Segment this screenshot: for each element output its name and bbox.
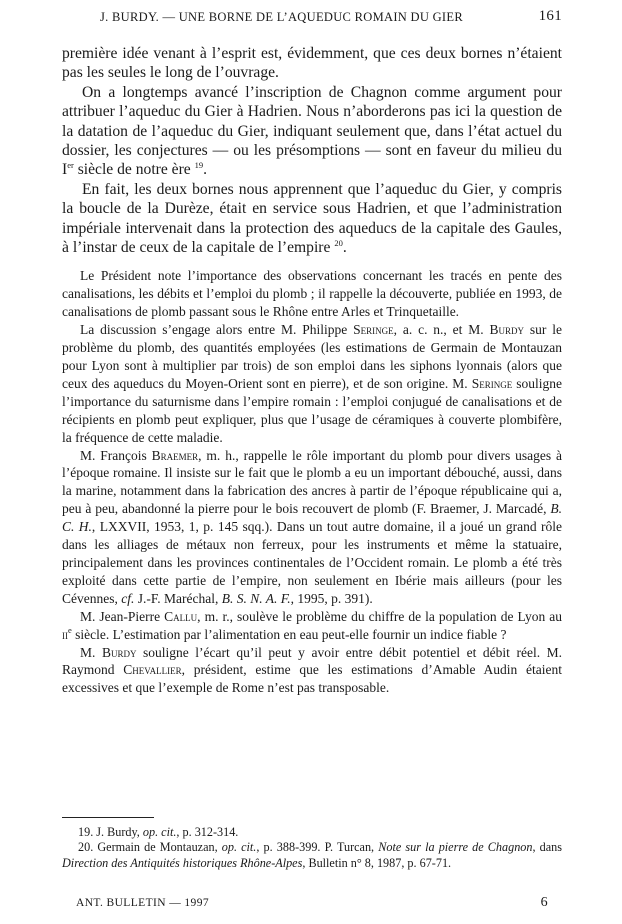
discussion-3-text-b: , m. h., rappelle le rôle important du plomb pour divers usages à l’époque romaine. Il insiste sur le fait que le plomb a eu un important débouché, aussi, dans la marine, notamment dans la fabrication des ancres à partir de l’époque républicaine qui a, peu à peu, abandonné la pierre pour le bois recouvert de plomb (F. Braemer, J. Marcadé,	[62, 447, 562, 517]
discussion-paragraph-5	[62, 644, 562, 698]
footnote-20-title: Note sur la pierre de Chagnon	[378, 840, 533, 855]
discussion-5-text-a: M.	[80, 644, 102, 660]
name-chevallier: Chevallier	[123, 662, 182, 678]
section-gap	[62, 257, 562, 267]
discussion-5-text-b: souligne l’écart qu’il peut y avoir entre débit potentiel et débit réel. M. Raymond	[62, 644, 562, 678]
citation-bsnaf: B. S. N. A. F.	[221, 590, 291, 606]
footer-signature: 6	[540, 895, 548, 910]
paragraph-2-final: .	[203, 161, 208, 179]
paragraph-3-text: En fait, les deux bornes nous apprennent que l’aqueduc du Gier, y compris la boucle de la Durèze, était en service sous Hadrien, et que l’administration impériale intervenait dans la protection des aqueducs de la capitale des Gaules, à l’instar de ceux de la capitale de l’empire	[62, 180, 562, 257]
name-seringe-2: Seringe	[471, 375, 513, 391]
cf-abbrev: cf.	[121, 590, 135, 606]
discussion-paragraph-4	[62, 608, 562, 644]
ordinal-superscript: er	[67, 160, 74, 171]
discussion-4-text-c: siècle. L’estimation par l’alimentation en eau peut-elle fournir un indice fiable ?	[71, 626, 507, 642]
footnote-20-series: Direction des Antiquités historiques Rhône-Alpes	[62, 855, 303, 870]
discussion-5-text-c: , président, estime que les estimations d’Amable Audin étaient excessives et que l’exemple de Rome n’est pas transposable.	[62, 662, 563, 696]
footnote-ref-20[interactable]: 20	[334, 238, 343, 249]
footnote-20-opcit: op. cit.	[221, 840, 257, 855]
running-head	[62, 10, 562, 30]
paragraph-3-final: .	[342, 239, 347, 257]
footnote-20-text-d: , Bulletin n° 8, 1987, p. 67-71.	[302, 855, 452, 870]
paragraph-2-text: On a longtemps avancé l’inscription de Chagnon comme argument pour attribuer l’aqueduc du Gier à Hadrien. Nous n’aborderons pas ici la question de la datation de l’aqueduc du Gier, indiquant seulement que, dans l’état actuel du dossier, les conjectures — ou les présomptions — sont en faveur du milieu du I	[62, 83, 562, 179]
footnote-20-text-b: , p. 388-399. P. Turcan,	[256, 840, 379, 855]
discussion-4-text-b: , m. r., soulève le problème du chiffre de la population de Lyon au	[197, 608, 562, 624]
footer-journal: ANT. BULLETIN — 1997	[76, 897, 209, 909]
discussion-2-text-a: La discussion s’engage alors entre M. Philippe	[80, 322, 354, 338]
footnote-20-text-c: , dans	[532, 840, 562, 855]
footnote-rule	[62, 817, 154, 818]
footnote-ref-19[interactable]: 19	[194, 160, 204, 171]
paragraph-2-end: siècle de notre ère	[73, 161, 191, 179]
footnote-19-text-b: , p. 312-314.	[176, 825, 239, 839]
name-burdy: Burdy	[489, 322, 525, 338]
century-numeral: ii	[62, 626, 68, 642]
discussion-3-text-a: M. François	[80, 447, 152, 463]
paragraph-1	[62, 44, 562, 83]
paragraph-3	[62, 180, 562, 258]
footnote-19	[62, 825, 562, 840]
name-burdy-2: Burdy	[101, 644, 137, 660]
page-number: 161	[538, 8, 562, 24]
discussion-1-text: Le Président note l’importance des observations concernant les tracés en pente des canalisations, les débits et l’emploi du plomb ; il rappelle la découverte, publiée en 1993, de canalisations de plomb passant sous le Rhône entre Arles et Trinquetaille.	[62, 268, 562, 320]
century-superscript: e	[68, 624, 72, 635]
footnote-19-opcit: op. cit.	[142, 825, 177, 839]
footnote-19-text-a: 19. J. Burdy,	[78, 825, 143, 839]
discussion-3-text-d: J.-F. Maréchal,	[134, 590, 222, 606]
discussion-3-text-c: , LXXVII, 1953, 1, p. 145 sqq.). Dans un tout autre domaine, il a joué un grand rôle dans les alliages de métaux non ferreux, pour les instruments et même la statuaire, principalement dans les provinces continentales de l’Occident romain. Le plomb a été très exploité dans cette partie de l’empire, non seulement en Ibérie mais ailleurs (pour les Cévennes,	[62, 519, 562, 606]
name-callu: Callu	[164, 608, 198, 624]
discussion-4-text-a: M. Jean-Pierre	[80, 608, 165, 624]
paragraph-2	[62, 83, 562, 180]
discussion-2-text-c: sur le problème du plomb, des quantités employées (les estimations de Germain de Montauzan pour Lyon sont à multiplier par trois) de son emploi dans les siphons lyonnais (alors que ceux des aqueducs du Moyen-Orient sont en pierre), et de son origine. M.	[62, 322, 562, 391]
body-text	[62, 44, 562, 697]
footnote-20-text-a: 20. Germain de Montauzan,	[78, 840, 222, 855]
discussion-paragraph-3	[62, 447, 562, 608]
discussion-2-text-d: souligne l’importance du saturnisme dans l’empire romain : l’emploi conjugué de canalisations et de récipients en plomb peut expliquer, plus que l’usage de céramiques à couverte plombifère, la fréquence de cette maladie.	[62, 375, 562, 445]
citation-bch: B. C. H.	[62, 501, 562, 535]
discussion-3-text-e: , 1995, p. 391).	[290, 590, 373, 606]
discussion-2-text-b: , a. c. n., et M.	[393, 322, 490, 338]
footnotes	[62, 825, 562, 871]
name-seringe: Seringe	[353, 322, 394, 338]
discussion-paragraph-1	[62, 267, 562, 321]
footnote-20	[62, 840, 562, 871]
name-braemer: Braemer	[151, 447, 199, 463]
paragraph-1-text: première idée venant à l’esprit est, évidemment, que ces deux bornes n’étaient pas les seules le long de l’ouvrage.	[62, 45, 562, 82]
discussion-paragraph-2	[62, 321, 562, 446]
running-title: J. BURDY. — UNE BORNE DE L’AQUEDUC ROMAIN DU GIER	[100, 10, 463, 24]
